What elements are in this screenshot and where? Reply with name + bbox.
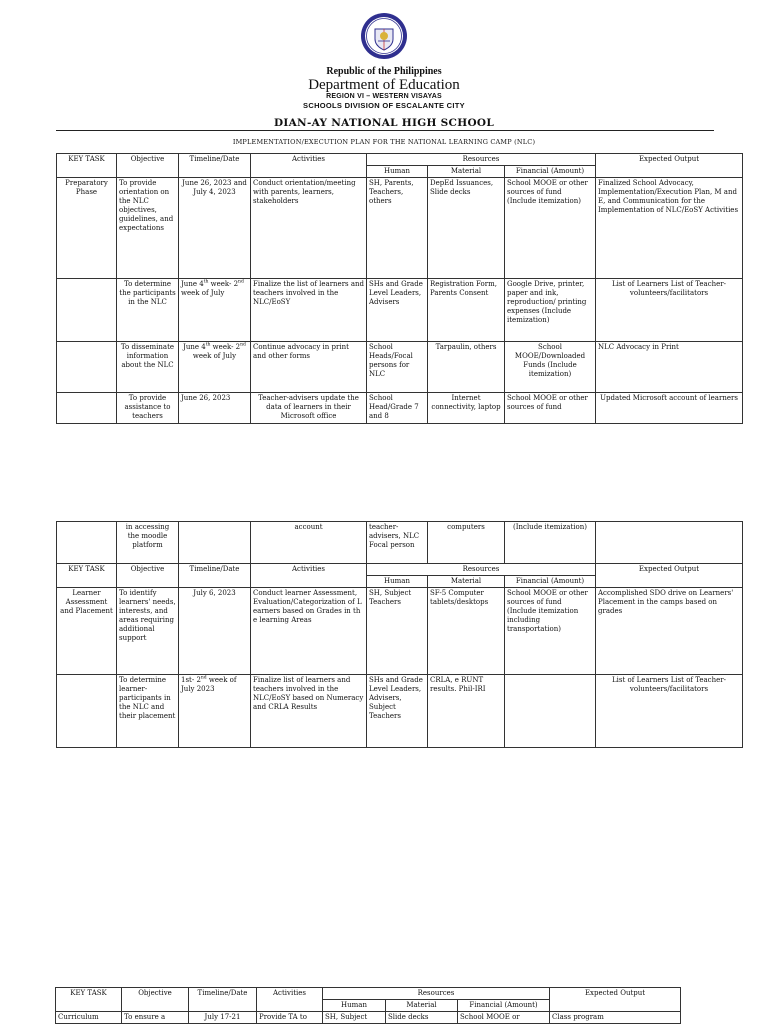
header-key-task: KEY TASK [57,154,117,178]
header-material: Material [428,166,505,178]
header-activities: Activities [251,564,367,588]
material-cell: Registration Form, Parents Consent [428,279,505,342]
material-cell: DepEd Issuances, Slide decks [428,178,505,279]
header-key-task: KEY TASK [56,988,122,1012]
timeline-cell: July 17-21 [189,1012,257,1024]
header-divider [56,130,714,131]
objective-cell: To determine the participants in the NLC [117,279,179,342]
table-row [57,675,743,748]
human-cell: SHs and Grade Level Leaders, Advisers [367,279,428,342]
financial-cell: School MOOE or [458,1012,550,1024]
activities-cell: Teacher-advisers update the data of learners in their Microsoft office [251,393,367,424]
timeline-cell [179,522,251,564]
objective-cell: To determine learner-participants in the NLC and their placement [117,675,179,748]
header-objective: Objective [122,988,189,1012]
header-human: Human [323,1000,386,1012]
financial-cell: School MOOE or other sources of fund [505,393,596,424]
header-objective: Objective [117,154,179,178]
header-resources: Resources [323,988,550,1000]
human-cell: teacher-advisers, NLC Focal person [367,522,428,564]
activities-cell: Conduct learner Assessment, Evaluation/Categorization of Learners based on Grades in the learning Areas [251,588,367,675]
header-financial: Financial (Amount) [505,576,596,588]
financial-cell: (Include itemization) [505,522,596,564]
material-cell: computers [428,522,505,564]
key-task-cell [57,522,117,564]
activities-cell: Continue advocacy in print and other forms [251,342,367,393]
plan-table-page3 [55,987,681,1024]
human-cell: SH, Subject Teachers [367,588,428,675]
header-resources: Resources [367,154,596,166]
human-cell: SH, Subject [323,1012,386,1024]
human-cell: SHs and Grade Level Leaders, Advisers, Subject Teachers [367,675,428,748]
material-cell: SF-5 Computer tablets/desktops [428,588,505,675]
plan-table-page1 [56,153,743,424]
output-cell: List of Learners List of Teacher-volunteers/facilitators [596,675,743,748]
human-cell: SH, Parents, Teachers, others [367,178,428,279]
table-row [57,588,743,675]
activities-cell: Finalize the list of learners and teachers involved in the NLC/EoSY [251,279,367,342]
header-expected-output: Expected Output [596,564,743,588]
activities-cell: Conduct orientation/meeting with parents, learners, stakeholders [251,178,367,279]
school-name: DIAN-AY NATIONAL HIGH SCHOOL [273,117,495,129]
objective-cell: To ensure a [122,1012,189,1024]
timeline-cell: 1st- 2nd week of July 2023 [179,675,251,748]
financial-cell: School MOOE or other sources of fund (Include itemization) [505,178,596,279]
table-row [56,1012,681,1024]
output-cell: List of Learners List of Teacher-volunteers/facilitators [596,279,743,342]
deped-seal-icon [360,12,408,60]
key-task-cell: Preparatory Phase [57,178,117,279]
plan-title: IMPLEMENTATION/EXECUTION PLAN FOR THE NATIONAL LEARNING CAMP (NLC) [232,138,536,146]
objective-cell: To disseminate information about the NLC [117,342,179,393]
key-task-cell [57,675,117,748]
objective-cell: To provide orientation on the NLC objectives, guidelines, and expectations [117,178,179,279]
timeline-cell: June 4th week- 2nd week of July [179,279,251,342]
material-cell: Internet connectivity, laptop [428,393,505,424]
header-objective: Objective [117,564,179,588]
timeline-cell: June 26, 2023 and July 4, 2023 [179,178,251,279]
republic-line: Republic of the Philippines [326,66,442,77]
division-line: SCHOOLS DIVISION OF ESCALANTE CITY [303,101,465,110]
key-task-cell [57,279,117,342]
activities-cell: Provide TA to [257,1012,323,1024]
timeline-cell: June 26, 2023 [179,393,251,424]
header-material: Material [428,576,505,588]
output-cell [596,522,743,564]
header-activities: Activities [251,154,367,178]
header-activities: Activities [257,988,323,1012]
header-financial: Financial (Amount) [458,1000,550,1012]
timeline-cell: June 4th week- 2nd week of July [179,342,251,393]
output-cell: Finalized School Advocacy, Implementation/Execution Plan, M and E, and Communication for the Implementation of NLC/EoSY Activities [596,178,743,279]
header-timeline: Timeline/Date [179,564,251,588]
header-human: Human [367,576,428,588]
header-human: Human [367,166,428,178]
objective-cell: To provide assistance to teachers [117,393,179,424]
activities-cell: Finalize list of learners and teachers involved in the NLC/EoSY based on Numeracy and CRLA Results [251,675,367,748]
department-name: Department of Education [308,77,460,93]
header-expected-output: Expected Output [596,154,743,178]
header-resources: Resources [367,564,596,576]
key-task-cell [57,393,117,424]
output-cell: Accomplished SDO drive on Learners' Placement in the camps based on grades [596,588,743,675]
header-material: Material [386,1000,458,1012]
timeline-cell: July 6, 2023 [179,588,251,675]
key-task-cell [57,342,117,393]
financial-cell: School MOOE or other sources of fund (Include itemization including transportation) [505,588,596,675]
activities-cell: account [251,522,367,564]
table-row [57,279,743,342]
key-task-cell: Curriculum [56,1012,122,1024]
key-task-cell: Learner Assessment and Placement [57,588,117,675]
objective-cell: To identify learners' needs, interests, and areas requiring additional support [117,588,179,675]
human-cell: School Heads/Focal persons for NLC [367,342,428,393]
objective-cell: in accessing the moodle platform [117,522,179,564]
human-cell: School Head/Grade 7 and 8 [367,393,428,424]
header-financial: Financial (Amount) [505,166,596,178]
header-expected-output: Expected Output [550,988,681,1012]
financial-cell: Google Drive, printer, paper and ink, reproduction/ printing expenses (Include itemization) [505,279,596,342]
output-cell: Updated Microsoft account of learners [596,393,743,424]
region-line: REGION VI – WESTERN VISAYAS [326,93,442,100]
output-cell: Class program [550,1012,681,1024]
header-timeline: Timeline/Date [179,154,251,178]
table-row [57,342,743,393]
material-cell: CRLA, e RUNT results. Phil-IRI [428,675,505,748]
header-key-task: KEY TASK [57,564,117,588]
header-timeline: Timeline/Date [189,988,257,1012]
table-row [57,393,743,424]
output-cell: NLC Advocacy in Print [596,342,743,393]
plan-table-page2 [56,521,743,748]
continuation-row [57,522,743,564]
financial-cell: School MOOE/Downloaded Funds (Include itemization) [505,342,596,393]
financial-cell [505,675,596,748]
material-cell: Tarpaulin, others [428,342,505,393]
material-cell: Slide decks [386,1012,458,1024]
table-row [57,178,743,279]
